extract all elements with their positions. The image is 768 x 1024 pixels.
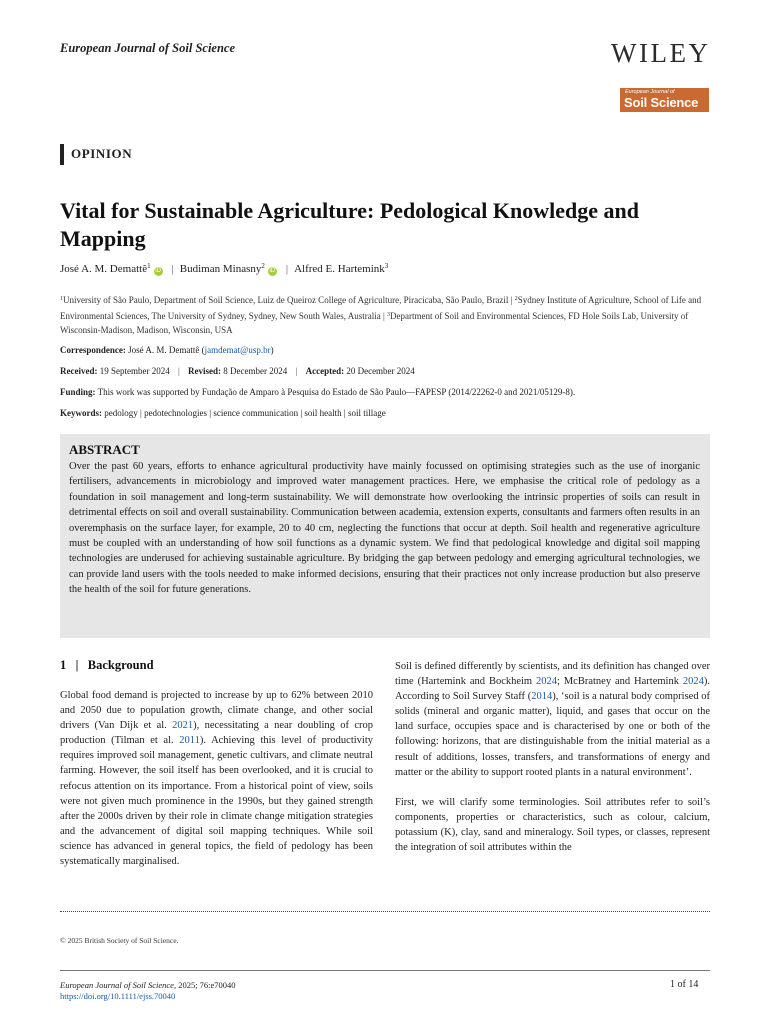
section-marker-bar xyxy=(60,144,64,165)
paragraph: First, we will clarify some terminologies. Soil attributes refer to soil’s components, properties or characteristics, such as colour, calcium, potassium (K), clay, sand and mineralogy. Soil types, or classes, represent the integration of soil attributes within the xyxy=(395,796,710,854)
keyword: science communication xyxy=(213,408,299,418)
section-1-heading: 1 | Background xyxy=(60,658,154,672)
keywords-label: Keywords: xyxy=(60,408,102,418)
correspondence-close: ) xyxy=(270,345,274,355)
keyword: pedology xyxy=(104,408,138,418)
correspondence-label: Correspondence: xyxy=(60,345,126,355)
affiliation-text: University of São Paulo, Department of Soil Science, Luiz de Queiroz College of Agriculture, Piracicaba, São Paulo, Brazil xyxy=(63,295,509,305)
correspondence-name: José A. M. Demattê ( xyxy=(128,345,205,355)
author-separator: | xyxy=(285,263,289,275)
affiliation-marker: 2 xyxy=(514,296,518,302)
author xyxy=(60,263,166,275)
citation-link[interactable]: 2024 xyxy=(682,676,704,688)
article-section-label: OPINION xyxy=(71,146,133,161)
affiliation-marker: 1 xyxy=(60,296,63,302)
journal-logo xyxy=(620,88,709,112)
page-divider xyxy=(60,911,710,912)
footer-citation xyxy=(60,980,236,990)
keyword-separator: | xyxy=(298,408,305,418)
footer-volume: , 2025; 76:e70040 xyxy=(173,980,236,990)
revised-date: 8 December 2024 xyxy=(223,366,288,376)
keyword-separator: | xyxy=(341,408,348,418)
accepted-label: Accepted: xyxy=(305,366,345,376)
footer-journal-name: European Journal of Soil Science xyxy=(60,980,174,990)
keyword-separator: | xyxy=(137,408,145,418)
author-name: Budiman Minasny xyxy=(179,263,262,275)
affiliation-marker: 3 xyxy=(387,311,391,318)
journal-logo-small-text: European Journal of xyxy=(625,89,675,95)
history-dates xyxy=(60,366,415,376)
keyword-separator: | xyxy=(207,408,214,418)
keyword: pedotechnologies xyxy=(144,408,208,418)
affiliation-marker: 2 xyxy=(261,262,265,270)
footer-rule xyxy=(60,970,710,971)
author-name: José A. M. Demattê xyxy=(60,263,148,275)
received-date: 19 September 2024 xyxy=(99,366,170,376)
abstract-heading: ABSTRACT xyxy=(69,442,140,457)
author-separator: | xyxy=(171,263,174,275)
body-right-column xyxy=(395,659,710,855)
journal-logo-title: Soil Science xyxy=(624,95,699,110)
doi-link[interactable]: https://doi.org/10.1111/ejss.70040 xyxy=(60,991,176,1001)
keyword: soil tillage xyxy=(347,408,386,418)
keywords xyxy=(60,408,386,418)
date-separator: | xyxy=(295,366,298,376)
journal-name: European Journal of Soil Science xyxy=(60,41,236,55)
affiliations xyxy=(60,292,710,338)
author-list xyxy=(60,262,388,276)
abstract-text: Over the past 60 years, efforts to enhance agricultural productivity have mainly focussed on optimising strategies such as the use of inorganic fertilisers, advancements in microbiology and improved water management practices. Here, we emphasise the critical role of pedology as a foundation in soil management and long-term sustainability. We will demonstrate how overlooking the intrinsic properties of soils can result in detrimental effects on soil and overall sustainability. Communication between academia, extension experts, consultants and farmers often results in an overemphasis on the surface layer, for example, 20 to 40 cm, neglecting the functions that occur at depth. Soil health and regenerative agriculture must be coupled with an understanding of how soil functions as a dynamic system. We find that pedological knowledge and digital soil mapping technologies are underused for achieving sustainable agriculture. By bridging the gap between pedology and emerging agricultural technologies, we can provide land users with the tools needed to make informed decisions, ensuring that their practices not only increase production but also preserve the health of the soil for future generations. xyxy=(69,461,700,596)
orcid-icon[interactable]: iD xyxy=(155,268,161,274)
affiliation-text: Sydney Institute of Agriculture, School of Life and Environmental Sciences, The University of Sydney, Sydney, New South Wales, Australia xyxy=(60,295,702,321)
accepted-date: 20 December 2024 xyxy=(346,366,415,376)
body-left-column xyxy=(60,688,373,869)
affiliation-marker: 1 xyxy=(147,262,151,270)
funding-text: This work was supported by Fundação de Amparo à Pesquisa do Estado de São Paulo—FAPESP (2014/22262-0 and 2021/05129-8). xyxy=(97,387,576,397)
correspondence-email-link[interactable]: jamdemat@usp.br xyxy=(204,345,271,355)
author xyxy=(180,263,280,275)
received-label: Received: xyxy=(60,366,98,376)
orcid-icon[interactable]: iD xyxy=(269,268,276,274)
keyword: soil health xyxy=(304,408,342,418)
correspondence xyxy=(60,345,274,355)
date-separator: | xyxy=(177,366,180,376)
citation-link[interactable]: 2021 xyxy=(172,720,194,732)
copyright-notice: © 2025 British Society of Soil Science. xyxy=(60,936,179,945)
paragraph: Global food demand is projected to increase by up to 62% between 2010 and 2050 due to population growth, climate change, and other social drivers (Van Dijk et al. 2021), necessitating a near doubling of crop production (Tilman et al. 2011). Achieving this level of productivity requires improved soil management, genetic cultivars, and climate neutral farming. However, the soil itself has been overlooked, and it is crucial to refocus attention on its importance. From a historical point of view, soils were not given much prominence in the 1990s, but they gained strength after the 2000s driven by their role in climate change mitigation strategies and the advancement of digital soil mapping techniques. While soil science has advanced in general topics, the field of pedology has been systematically marginalised. xyxy=(60,690,373,868)
author-name: Alfred E. Hartemink xyxy=(294,263,385,275)
article-title: Vital for Sustainable Agriculture: Pedological Knowledge and Mapping xyxy=(60,198,639,251)
publisher-logo: WILEY xyxy=(611,38,711,68)
affiliation-separator: | xyxy=(508,295,515,305)
affiliation-marker: 3 xyxy=(384,262,389,270)
citation-link[interactable]: 2024 xyxy=(536,676,558,688)
keyword-list xyxy=(104,408,385,418)
funding xyxy=(60,387,575,397)
funding-label: Funding: xyxy=(60,387,96,397)
citation-link[interactable]: 2014 xyxy=(531,691,553,703)
abstract-box xyxy=(60,434,710,638)
affiliation-text: Department of Soil and Environmental Sciences, FD Hole Soils Lab, University of Wisconsin-Madison, Madison, Wisconsin, USA xyxy=(60,310,689,335)
citation-link[interactable]: 2011 xyxy=(179,735,200,747)
page-number: 1 of 14 xyxy=(670,979,699,990)
affiliation-separator: | xyxy=(380,310,388,321)
author xyxy=(294,263,388,275)
paragraph: Soil is defined differently by scientists, and its definition has changed over time (Hartemink and Bockheim 2024; McBratney and Hartemink 2024). According to Soil Survey Staff (2014), ‘soil is a natural body comprised of solids (mineral and organic matter), liquid, and gases that occur on the land surface, occupies space and is characterised by one or both of the following: horizons, that are distinguishable from the initial material as a result of additions, losses, transfers, and transformations of energy and matter or the ability to support rooted plants in a natural environment’. xyxy=(395,661,711,778)
revised-label: Revised: xyxy=(188,366,222,376)
